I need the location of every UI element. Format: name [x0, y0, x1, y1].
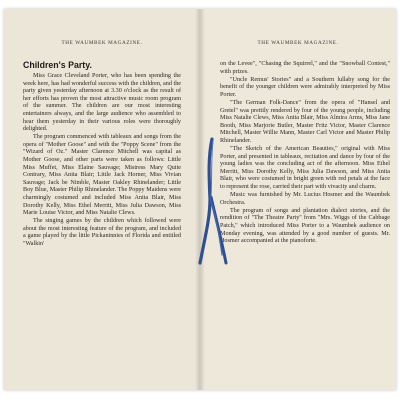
left-paragraph: The program commenced with tableaux and songs from the opera of "Mother Goose" and with the "Poppy Scene" from the "Wizard of Oz." Master Clarence Mitchell was capital as Mother Goose, and other parts were taken as follows: Little Miss Muffet, Miss Elaine Sauvage; Mistress Mary Quite Contrary, Miss Anita Blair; Little Jack Horner, Miss Vivian Sauvage; Jack be Nimble, Master Oakley Rhinelander; Little Boy Blue, Master Philip Rhinelander. The Poppy Maidens were charmingly costumed and included Miss Anita Blair, Miss Dorothy Kelly, Miss Ethel Merritt, Miss Julia Dawson, Miss Marie Louise Victor, and Miss Natalie Clews.: [23, 134, 181, 217]
left-paragraph: The singing games by the children which followed were about the most interesting feature of the program, and included a game played by the little Pickaninnies of Florida and entitled "Walkin': [23, 218, 181, 248]
running-head-left: THE WAUMBEK MAGAZINE.: [61, 40, 143, 46]
left-text-column: [23, 61, 181, 249]
right-paragraph: on the Levee", "Chasing the Squirrel," and the "Snowball Contest," with prizes.: [220, 61, 390, 75]
right-paragraph: Music was furnished by Mr. Lucius Hosmer and the Waumbek Orchestra.: [220, 192, 390, 206]
right-paragraph: "The Sketch of the American Beauties," original with Miss Porter, and presented in tableaux, recitation and dance by four of the young ladies was the concluding act of the afternoon. Miss Ethel Merritt, Miss Dorothy Kelly, Miss Julia Dawson, and Miss Anita Blair, who were costumed in bright green with red petals at the face to represent the rose, carried their part with vivacity and charm.: [220, 146, 390, 190]
left-page: [4, 9, 200, 390]
left-paragraph: Miss Grace Cleveland Porter, who has been spending the week here, has had wonderful success with the children, and the party given yesterday afternoon at 3.30 o'clock as the result of her efforts has proven the most attractive music room program of the summer. The children are our most interesting entertainers always, and the large audience who assembled to hear them yesterday in their various roles were thoroughly delighted.: [23, 73, 181, 133]
right-paragraph: "The German Folk-Dance" from the opera of "Hansel and Gretel" was prettily rendered by four of the young people, including Miss Natalie Clews, Miss Anita Blair, Miss Almira Arms, Miss Jane Booth, Miss Marjorie Butler, Master Fritz Victor, Master Clarence Mitchell, Master Willie Mann, Master Carl Victor and Master Philip Rhinelander.: [220, 99, 390, 144]
magazine-spread: [4, 9, 396, 390]
right-text-column: [220, 61, 390, 246]
binding-ribbon-icon: [192, 137, 232, 265]
running-head-right: THE WAUMBEK MAGAZINE.: [257, 40, 339, 46]
right-paragraph: The program of songs and plantation dialect stories, and the rendition of "The Theatre Party" from "Mrs. Wiggs of the Cabbage Patch," which introduced Miss Porter to a Waumbek audience on Monday evening, was attended by a good number of guests. Mr. Hosmer accompanied at the pianoforte.: [220, 207, 390, 245]
right-paragraph: "Uncle Remus' Stories" and a Southern lullaby song for the benefit of the younger children were admirably interpreted by Miss Porter.: [220, 76, 390, 98]
article-title: Children's Party.: [23, 60, 92, 70]
